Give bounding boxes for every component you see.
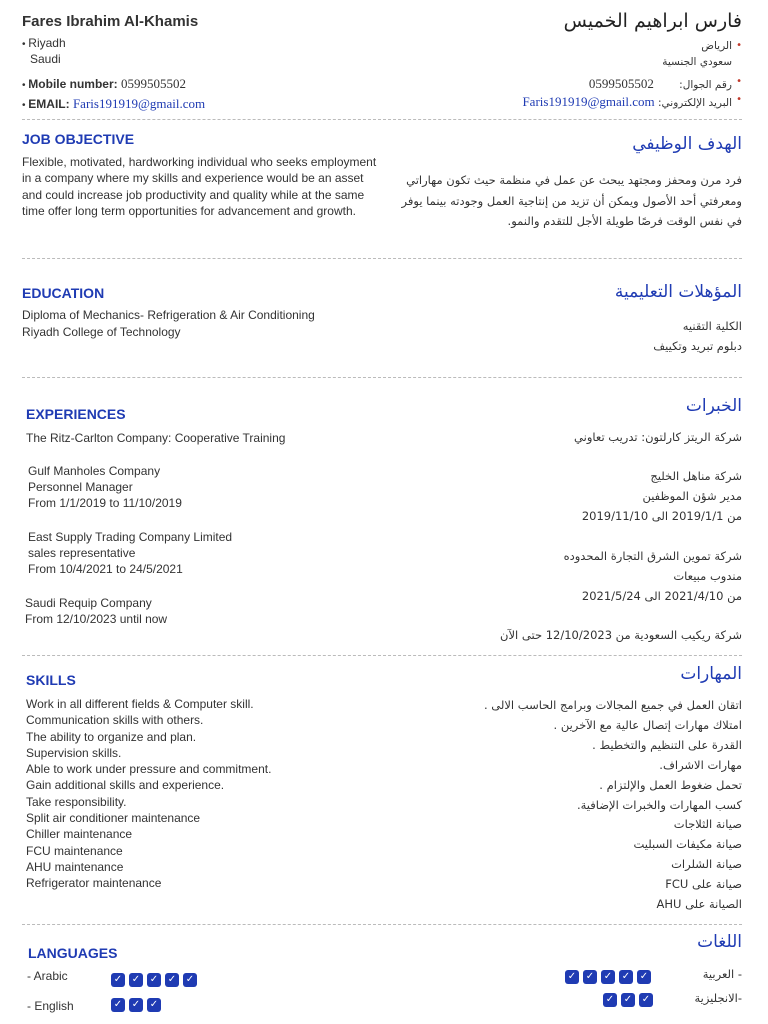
skill-item: FCU maintenance xyxy=(26,843,123,858)
education-title-ar: المؤهلات التعليمية xyxy=(614,282,742,302)
education-line1-en: Diploma of Mechanics- Refrigeration & Air Conditioning xyxy=(22,308,315,322)
name-ar: فارس ابراهيم الخميس xyxy=(563,10,742,32)
nationality-ar: سعودي الجنسية xyxy=(662,56,732,68)
language-arabic-level-en xyxy=(111,973,197,987)
skills-list-ar xyxy=(484,696,742,915)
check-icon: ✓ xyxy=(603,993,617,1007)
skill-item: The ability to organize and plan. xyxy=(26,729,197,744)
skill-item: صيانة على FCU xyxy=(665,877,742,892)
skill-item: Supervision skills. xyxy=(26,745,122,760)
education-line2-ar: دبلوم تبريد وتكييف xyxy=(653,339,742,353)
check-icon: ✓ xyxy=(583,970,597,984)
email-link-en[interactable]: Faris191919@gmail.com xyxy=(72,96,206,111)
skill-item: Chiller maintenance xyxy=(26,827,133,842)
check-icon: ✓ xyxy=(637,970,651,984)
skill-item: Communication skills with others. xyxy=(26,713,204,728)
mobile-ar: • رقم الجوال: 0599505502 xyxy=(589,76,742,92)
language-english-en: - English xyxy=(27,999,74,1013)
divider xyxy=(22,655,742,656)
skills-list-en xyxy=(26,696,271,892)
language-arabic-level-ar xyxy=(565,970,651,984)
experience-4-dates-en: From 12/10/2023 until now xyxy=(25,612,168,626)
experience-2-company-en: Gulf Manholes Company xyxy=(28,464,161,478)
experience-2-role-en: Personnel Manager xyxy=(28,480,133,494)
experience-4-company-en: Saudi Requip Company xyxy=(25,596,152,610)
divider xyxy=(22,924,742,925)
check-icon: ✓ xyxy=(147,973,161,987)
education-title-en: EDUCATION xyxy=(22,285,105,301)
skill-item: Split air conditioner maintenance xyxy=(26,811,201,826)
language-arabic-en: - Arabic xyxy=(27,969,68,983)
experience-3-dates-en: From 10/4/2021 to 24/5/2021 xyxy=(28,562,183,576)
skill-item: صيانة الشلرات xyxy=(671,857,742,872)
language-arabic-ar: - العربية xyxy=(702,967,742,981)
skill-item: الصيانة على AHU xyxy=(656,897,742,912)
city-ar: • الرياض xyxy=(701,40,742,52)
check-icon: ✓ xyxy=(183,973,197,987)
experience-4-ar: شركة ريكيب السعودية من 12/10/2023 حتى الآن xyxy=(500,628,742,642)
objective-title-en: JOB OBJECTIVE xyxy=(22,131,135,147)
objective-title-ar: الهدف الوظيفي xyxy=(632,134,742,154)
experience-3-role-en: sales representative xyxy=(28,546,136,560)
check-icon: ✓ xyxy=(111,973,125,987)
experience-3-role-ar: مندوب مبيعات xyxy=(673,569,742,583)
skill-item: AHU maintenance xyxy=(26,859,124,874)
experiences-title-ar: الخبرات xyxy=(685,396,742,416)
divider xyxy=(22,258,742,259)
experience-3-dates-ar: من 2021/4/10 الى 2021/5/24 xyxy=(581,589,742,603)
skills-title-ar: المهارات xyxy=(680,664,742,684)
divider xyxy=(22,119,742,120)
check-icon: ✓ xyxy=(129,998,143,1012)
skill-item: Refrigerator maintenance xyxy=(26,876,162,891)
skill-item: القدرة على التنظيم والتخطيط . xyxy=(592,737,742,752)
check-icon: ✓ xyxy=(565,970,579,984)
language-english-level-ar xyxy=(603,993,653,1007)
skill-item: Gain additional skills and experience. xyxy=(26,778,225,793)
objective-text-en: Flexible, motivated, hardworking individual who seeks employment in a company where my skills and experience would be an asset and could increase job productivity and quality while at the same time offer long term opportunities for advancement and growth. xyxy=(22,155,377,218)
nationality-en: Saudi xyxy=(30,52,61,66)
experience-2-dates-en: From 1/1/2019 to 11/10/2019 xyxy=(28,496,182,510)
skill-item: صيانة الثلاجات xyxy=(673,817,742,832)
experience-3-company-en: East Supply Trading Company Limited xyxy=(28,530,233,544)
language-english-level-en xyxy=(111,998,161,1012)
languages-title-ar: اللغات xyxy=(697,932,742,952)
check-icon: ✓ xyxy=(619,970,633,984)
skill-item: Take responsibility. xyxy=(26,794,127,809)
check-icon: ✓ xyxy=(621,993,635,1007)
name-en: Fares Ibrahim Al-Khamis xyxy=(22,13,199,30)
experiences-title-en: EXPERIENCES xyxy=(26,406,126,422)
mobile-en: • Mobile number: 0599505502 xyxy=(22,76,186,92)
email-en: • EMAIL: Faris191919@gmail.com xyxy=(22,96,205,112)
email-link-ar[interactable]: Faris191919@gmail.com xyxy=(522,94,655,109)
email-ar: • البريد الإلكتروني: Faris191919@gmail.com xyxy=(522,94,742,110)
check-icon: ✓ xyxy=(165,973,179,987)
languages-title-en: LANGUAGES xyxy=(28,945,118,961)
divider xyxy=(22,377,742,378)
skill-item: صيانة مكيفات السبليت xyxy=(633,837,742,852)
skill-item: Able to work under pressure and commitment. xyxy=(26,762,272,777)
experience-1-ar: شركة الريتز كارلتون: تدريب تعاوني xyxy=(574,430,742,444)
skill-item: مهارات الاشراف. xyxy=(659,757,742,772)
check-icon: ✓ xyxy=(147,998,161,1012)
skills-title-en: SKILLS xyxy=(26,672,76,688)
experience-2-dates-ar: من 2019/1/1 الى 2019/11/10 xyxy=(581,509,742,523)
objective-text-ar: فرد مرن ومحفز ومجتهد يبحث عن عمل في منظمة حيث تكون مهاراتي ومعرفتي أحد الأصول ويمكن أن تزيد من إنتاجية العمل وجودته بينما يوفر في نفس الوقت فرصًا طويلة الأجل للتقدم والنمو. xyxy=(401,173,742,228)
skill-item: كسب المهارات والخبرات الإضافية. xyxy=(576,797,742,812)
experience-2-role-ar: مدير شؤن الموظفين xyxy=(642,489,742,503)
skill-item: امتلاك مهارات إتصال عالية مع الآخرين . xyxy=(553,717,742,732)
check-icon: ✓ xyxy=(601,970,615,984)
check-icon: ✓ xyxy=(111,998,125,1012)
education-line2-en: Riyadh College of Technology xyxy=(22,325,181,339)
check-icon: ✓ xyxy=(129,973,143,987)
experience-1-en: The Ritz-Carlton Company: Cooperative Training xyxy=(26,431,286,445)
skill-item: Work in all different fields & Computer skill. xyxy=(26,697,254,711)
city-en: • Riyadh xyxy=(22,36,66,50)
skill-item: اتقان العمل في جميع المجالات وبرامج الحاسب الالى . xyxy=(483,698,742,712)
check-icon: ✓ xyxy=(639,993,653,1007)
experience-2-company-ar: شركة مناهل الخليج xyxy=(650,469,742,483)
experience-3-company-ar: شركة تموين الشرق التجارة المحدوده xyxy=(563,549,742,563)
skill-item: تحمل ضغوط العمل والإلتزام . xyxy=(599,777,742,792)
language-english-ar: -الانجليزية xyxy=(694,991,742,1005)
education-line1-ar: الكلية التقنيه xyxy=(682,319,742,333)
